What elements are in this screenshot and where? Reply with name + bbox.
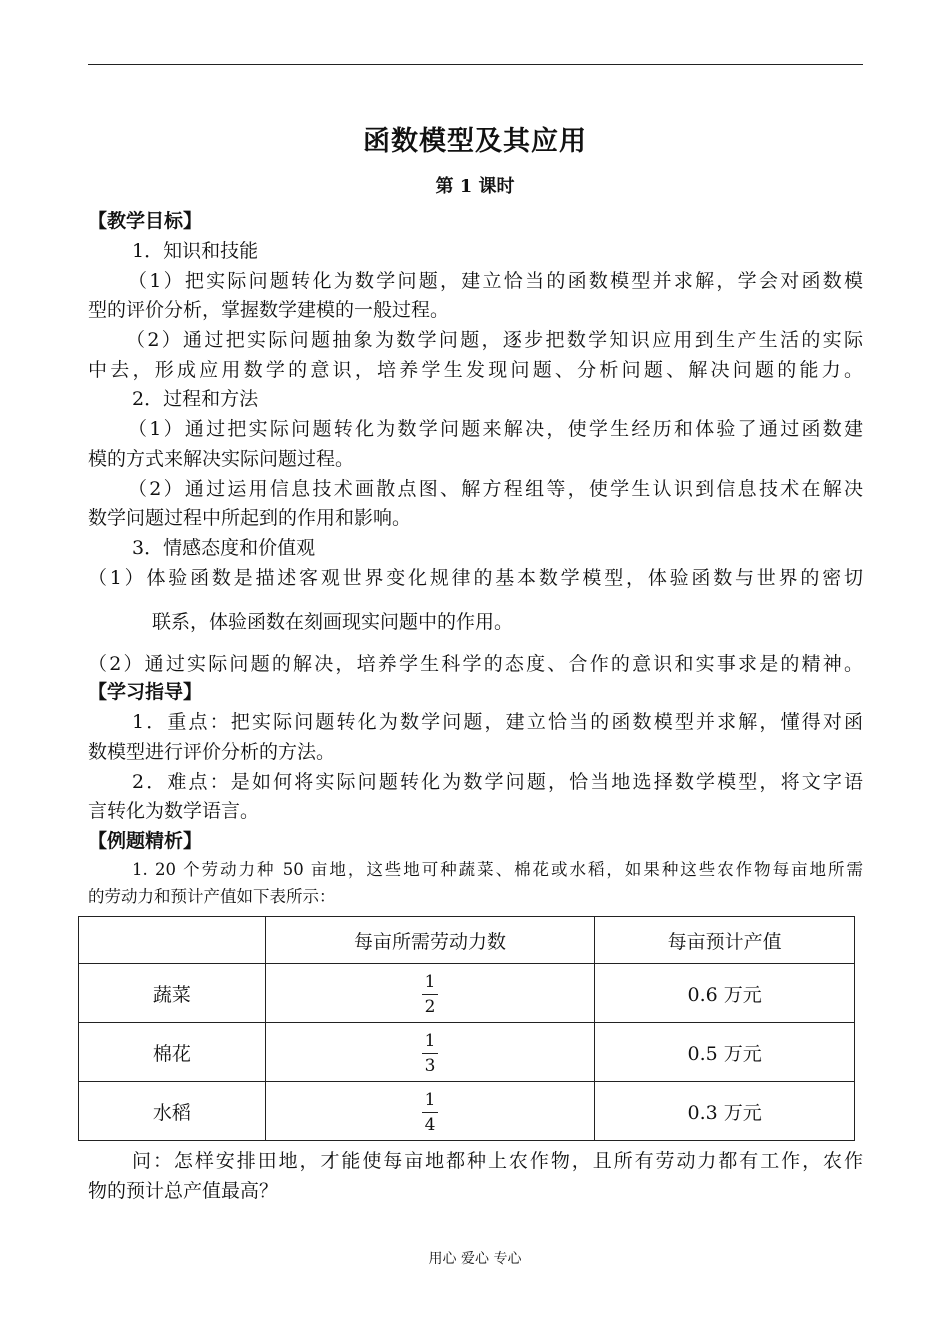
crop-value: 0.5 万元 xyxy=(595,1023,855,1082)
objective-knowledge-title: 1．知识和技能 xyxy=(132,240,259,262)
crop-name: 蔬菜 xyxy=(79,964,266,1023)
crop-value: 0.3 万元 xyxy=(595,1082,855,1141)
objective-paragraph: （2）通过实际问题的解决，培养学生科学的态度、合作的意识和实事求是的精神。 xyxy=(88,653,863,675)
objective-paragraph: 联系，体验函数在刻画现实问题中的作用。 xyxy=(152,611,514,633)
crop-value: 0.6 万元 xyxy=(595,964,855,1023)
objective-paragraph: 型的评价分析，掌握数学建模的一般过程。 xyxy=(88,299,450,321)
guide-key-point: 数模型进行评价分析的方法。 xyxy=(88,741,336,763)
fraction-denominator: 4 xyxy=(424,1114,436,1135)
example-problem: 的劳动力和预计产值如下表所示： xyxy=(88,887,336,906)
labor-fraction xyxy=(265,964,595,1023)
table-header-cell: 每亩所需劳动力数 xyxy=(265,917,595,964)
table-header-cell: 每亩预计产值 xyxy=(595,917,855,964)
example-question: 物的预计总产值最高？ xyxy=(88,1180,279,1202)
objective-paragraph: （2）通过把实际问题抽象为数学问题，逐步把数学知识应用到生产生活的实际 xyxy=(126,329,863,351)
objective-paragraph: （1）把实际问题转化为数学问题，建立恰当的函数模型并求解，学会对函数模 xyxy=(128,270,863,292)
table-row xyxy=(79,964,855,1023)
crop-name: 棉花 xyxy=(79,1023,266,1082)
labor-fraction xyxy=(265,1082,595,1141)
guide-difficulty: 言转化为数学语言。 xyxy=(88,800,260,822)
guide-heading: 【学习指导】 xyxy=(88,681,203,703)
table-row xyxy=(79,1082,855,1141)
objective-paragraph: （1）通过把实际问题转化为数学问题来解决，使学生经历和体验了通过函数建 xyxy=(128,418,863,440)
example-problem: 1. 20 个劳动力种 50 亩地，这些地可种蔬菜、棉花或水稻，如果种这些农作物每亩地所需 xyxy=(132,860,863,879)
table-header-cell xyxy=(79,917,266,964)
examples-heading: 【例题精析】 xyxy=(88,830,203,852)
guide-key-point: 1．重点：把实际问题转化为数学问题，建立恰当的函数模型并求解，懂得对函 xyxy=(132,711,863,733)
objective-paragraph: （2）通过运用信息技术画散点图、解方程组等，使学生认识到信息技术在解决 xyxy=(128,478,863,500)
objective-paragraph: 中去，形成应用数学的意识，培养学生发现问题、分析问题、解决问题的能力。 xyxy=(88,359,863,381)
objectives-heading: 【教学目标】 xyxy=(88,210,203,232)
page-footer: 用心 爱心 专心 xyxy=(428,1251,522,1267)
fraction-numerator: 1 xyxy=(424,971,436,992)
fraction-denominator: 3 xyxy=(424,1055,436,1076)
header-rule xyxy=(88,64,863,65)
objective-paragraph: 模的方式来解决实际问题过程。 xyxy=(88,448,355,470)
fraction-numerator: 1 xyxy=(424,1030,436,1051)
table-header-row xyxy=(79,917,855,964)
document-subtitle: 第 1 课时 xyxy=(435,176,515,197)
objective-process-title: 2．过程和方法 xyxy=(132,388,259,410)
fraction-denominator: 2 xyxy=(424,996,436,1017)
document-title: 函数模型及其应用 xyxy=(363,126,587,157)
objective-paragraph: 数学问题过程中所起到的作用和影响。 xyxy=(88,507,412,529)
objective-paragraph: （1）体验函数是描述客观世界变化规律的基本数学模型，体验函数与世界的密切 xyxy=(88,567,863,589)
objective-attitude-title: 3．情感态度和价值观 xyxy=(132,537,316,559)
example-question: 问：怎样安排田地，才能使每亩地都种上农作物，且所有劳动力都有工作，农作 xyxy=(132,1150,863,1172)
crop-table xyxy=(78,916,855,1141)
labor-fraction xyxy=(265,1023,595,1082)
fraction-numerator: 1 xyxy=(424,1089,436,1110)
crop-name: 水稻 xyxy=(79,1082,266,1141)
guide-difficulty: 2．难点：是如何将实际问题转化为数学问题，恰当地选择数学模型，将文字语 xyxy=(132,771,863,793)
table-row xyxy=(79,1023,855,1082)
